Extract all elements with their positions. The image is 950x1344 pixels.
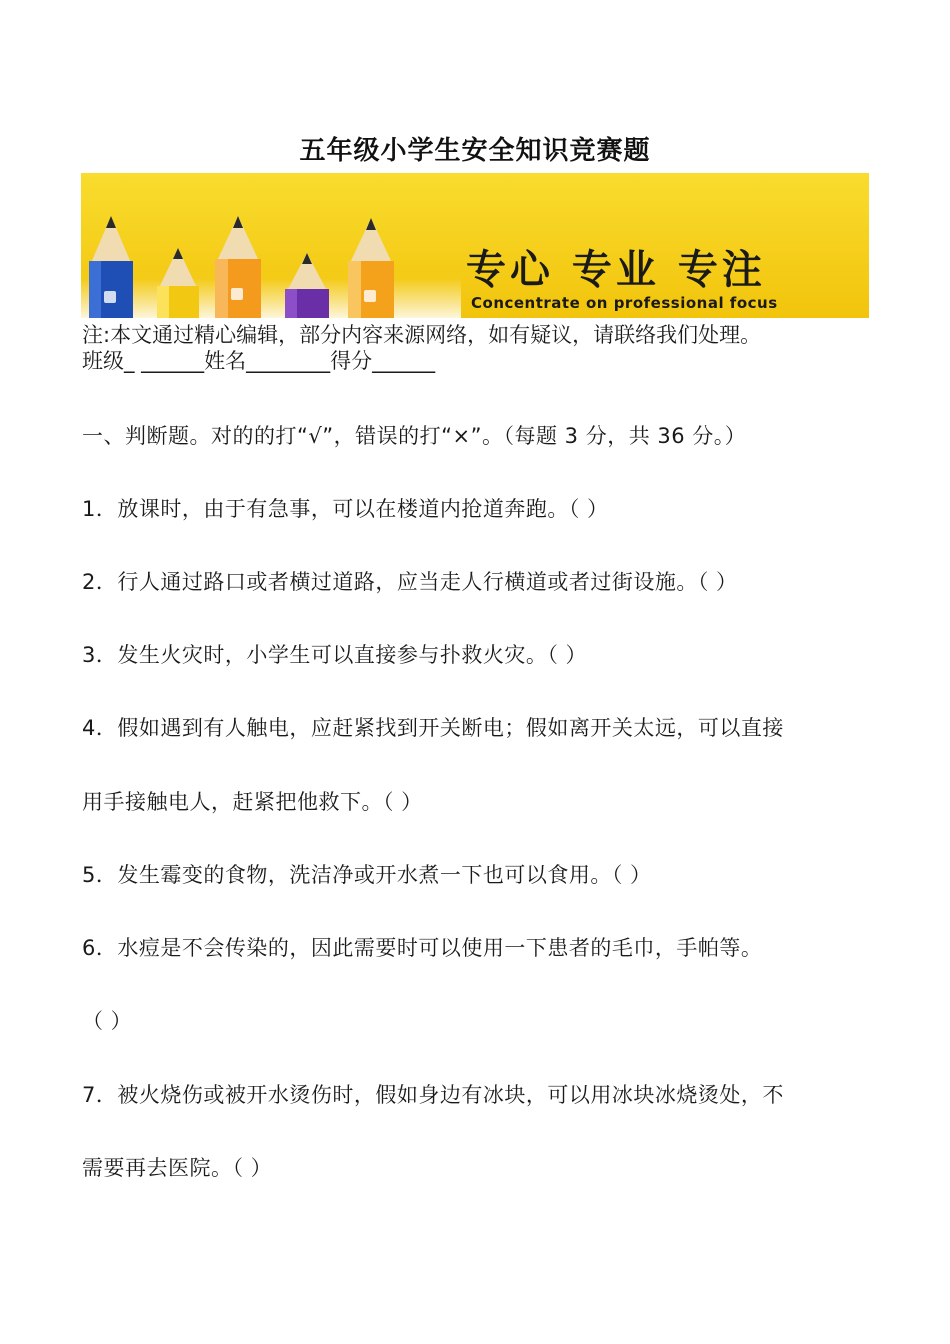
question-5: 5．发生霉变的食物，洗洁净或开水煮一下也可以食用。（ ） xyxy=(82,863,652,887)
page-title: 五年级小学生安全知识竞赛题 xyxy=(299,136,651,166)
question-1: 1．放课时，由于有急事，可以在楼道内抢道奔跑。（ ） xyxy=(82,497,609,521)
student-info-fields: 班级_ ______姓名________得分______ xyxy=(82,349,436,373)
question-2: 2．行人通过路口或者横过道路，应当走人行横道或者过街设施。（ ） xyxy=(82,570,738,594)
banner-headline: 专心 专业 专注 xyxy=(466,247,766,293)
question-6-line-1: 6．水痘是不会传染的，因此需要时可以使用一下患者的毛巾，手帕等。 xyxy=(82,936,763,960)
question-4-line-1: 4．假如遇到有人触电，应赶紧找到开关断电；假如离开关太远，可以直接 xyxy=(82,716,784,740)
question-4-line-2: 用手接触电人，赶紧把他救下。（ ） xyxy=(82,790,423,814)
section-heading: 一、判断题。对的的打“√”，错误的打“×”。（每题 3 分，共 36 分。） xyxy=(82,424,747,448)
document-note xyxy=(82,322,882,374)
question-7-line-1: 7．被火烧伤或被开水烫伤时，假如身边有冰块，可以用冰块冰烧烫处，不 xyxy=(82,1083,784,1107)
question-6-line-2: （ ） xyxy=(82,1009,133,1033)
question-3: 3．发生火灾时，小学生可以直接参与扑救火灾。（ ） xyxy=(82,643,588,667)
banner-image xyxy=(81,173,869,318)
disclaimer-text: 注:本文通过精心编辑，部分内容来源网络，如有疑议，请联络我们处理。 xyxy=(82,323,762,347)
banner-subtitle: Concentrate on professional focus xyxy=(471,294,778,312)
question-7-line-2: 需要再去医院。（ ） xyxy=(82,1156,273,1180)
